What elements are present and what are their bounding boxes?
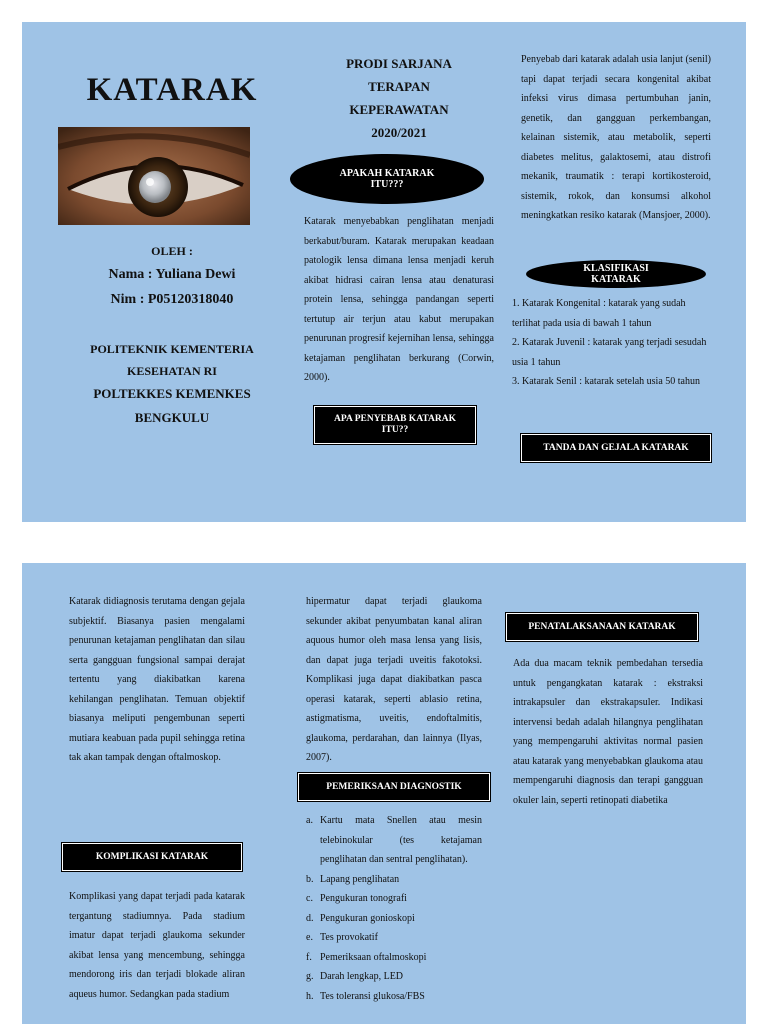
list-item [306,987,482,1007]
author-label: OLEH : [151,244,193,258]
list-text: Pengukuran gonioskopi [320,912,415,924]
list-marker: a. [306,815,313,826]
list-marker: f. [306,951,312,963]
section-header-komplikasi [62,843,242,871]
section-header-label: TANDA DAN GEJALA KATARAK [543,442,689,453]
program-line-2: TERAPAN [368,79,430,94]
institution-line-3: POLTEKKES KEMENKES [93,386,251,401]
list-item: 1. Katarak Kongenital : katarak yang sudah terlihat pada usia di bawah 1 tahun [512,298,686,329]
list-item [306,909,482,929]
list-text: Lapang penglihatan [320,873,400,885]
section-header-apakah [290,154,484,204]
list-item [306,928,482,948]
list-marker: g. [306,971,314,982]
program-line-1: PRODI SARJANA [346,56,452,71]
list-marker: c. [306,893,313,904]
list-marker: h. [306,990,314,1002]
list-text: Tes toleransi glukosa/FBS [320,990,425,1002]
list-text: Kartu mata Snellen atau mesin telebinokular (tes ketajaman penglihatan dan sentral penglihatan). [320,815,482,865]
institution-line-2: KESEHATAN RI [127,364,217,378]
list-text: Pengukuran tonografi [320,893,407,904]
section-header-label: PEMERIKSAAN DIAGNOSTIK [326,781,462,792]
list-item [306,889,482,909]
cause-text: Penyebab dari katarak adalah usia lanjut (senil) tapi dapat terjadi secara kongenital akibat infeksi virus dimasa pertumbuhan janin, genetik, dan gangguan perkembangan, kelainan sistemik, atau metabolik, seperti diabetes melitus, galaktosemi, atau distrofi mekanik, traumatik : terapi kortikosteroid, sistemik, rokok, dan konsumsi alkohol meningkatkan resiko katarak (Mansjoer, 2000). [521,54,711,221]
list-text: Tes provokatif [320,932,378,943]
author-nim: Nim : P05120318040 [110,292,234,307]
brochure-page-1 [22,22,746,522]
diagnosis-text: Katarak didiagnosis terutama dengan gejala subjektif. Biasanya pasien mengalami penurunan ketajaman penglihatan dan silau serta gangguan fungsional sampai derajat tertentu yang diakibatkan karena kehilangan penglihatan. Temuan objektif biasanya meliputi pengembunan seperti mutiara keabuan pada pupil sehingga retina tak akan tampak dengan oftalmoskop. [69,596,245,763]
list-text: Pemeriksaan oftalmoskopi [320,951,427,963]
classification-list [512,294,710,392]
program-line-3: KEPERAWATAN [349,102,449,117]
list-marker: e. [306,932,313,943]
section-header-klasifikasi [526,260,706,288]
section-header-label: KLASIFIKASI KATARAK [583,263,649,285]
list-marker: d. [306,912,314,924]
list-item [306,948,482,968]
section-header-label: APAKAH KATARAK ITU??? [339,168,435,190]
author-name: Nama : Yuliana Dewi [108,267,236,282]
complication-text: Komplikasi yang dapat terjadi pada katarak tergantung stadiumnya. Pada stadium imatur dapat terjadi glaukoma sekunder akibat lensa yang mencembung, sehingga mendorong iris dan terjadi blokade aliran aqueus humor. Sedangkan pada stadium [69,891,245,1000]
institution-line-4: BENGKULU [134,410,210,425]
list-item [306,967,482,987]
list-item [306,870,482,890]
list-item [306,811,482,870]
section-header-tanda [521,434,711,462]
program-year: 2020/2021 [371,125,427,140]
section-header-label: KOMPLIKASI KATARAK [95,851,209,862]
section-header-label: APA PENYEBAB KATARAK ITU?? [334,414,456,435]
brochure-page-2 [22,563,746,1024]
institution-line-1: POLITEKNIK KEMENTERIA [90,342,254,356]
definition-text: Katarak menyebabkan penglihatan menjadi berkabut/buram. Katarak merupakan keadaan patologik lensa dimana lensa menjadi keruh akibat hidrasi cairan lensa atau denaturasi protein lensa, sehingga pandangan seperti tertutup air terjun atau kabut merupakan penurunan progresif kejernihan lensa, sehingga ketajaman penglihatan berkurang (Corwin, 2000). [304,216,494,383]
list-marker: b. [306,873,314,885]
section-header-penatalaksanaan [506,613,698,641]
section-header-pemeriksaan [298,773,490,801]
list-text: Darah lengkap, LED [320,971,404,982]
section-header-label: PENATALAKSANAAN KATARAK [528,621,676,632]
list-item: 3. Katarak Senil : katarak setelah usia 50 tahun [512,376,700,387]
section-header-penyebab [314,406,476,444]
complication-text-continued: hipermatur dapat terjadi glaukoma sekunder akibat penyumbatan kanal aliran aquous humor oleh masa lensa yang lisis, dan dapat juga terjadi uveitis fakotoksi. Komplikasi juga dapat diakibatkan pasca operasi katarak, seperti ablasio retina, astigmatisma, uveitis, endoftalmitis, glaukoma, perdarahan, dan lainnya (Ilyas, 2007). [306,596,482,763]
diagnostic-list [306,811,482,1006]
list-item: 2. Katarak Juvenil : katarak yang terjadi sesudah usia 1 tahun [512,337,707,368]
program-title [304,52,494,144]
treatment-text: Ada dua macam teknik pembedahan tersedia untuk pengangkatan katarak : ekstraksi intrakapsuler dan ekstrakapsuler. Indikasi intervensi bedah adalah hilangnya penglihatan yang mempengaruhi aktivitas normal pasien atau katarak yang menyebabkan glaukoma atau mempengaruhi diagnosis dan terapi gangguan okuler lain, seperti retinopati diabetika [513,658,703,806]
brochure-title: KATARAK [86,72,258,108]
cataract-eye-photo [58,127,250,225]
